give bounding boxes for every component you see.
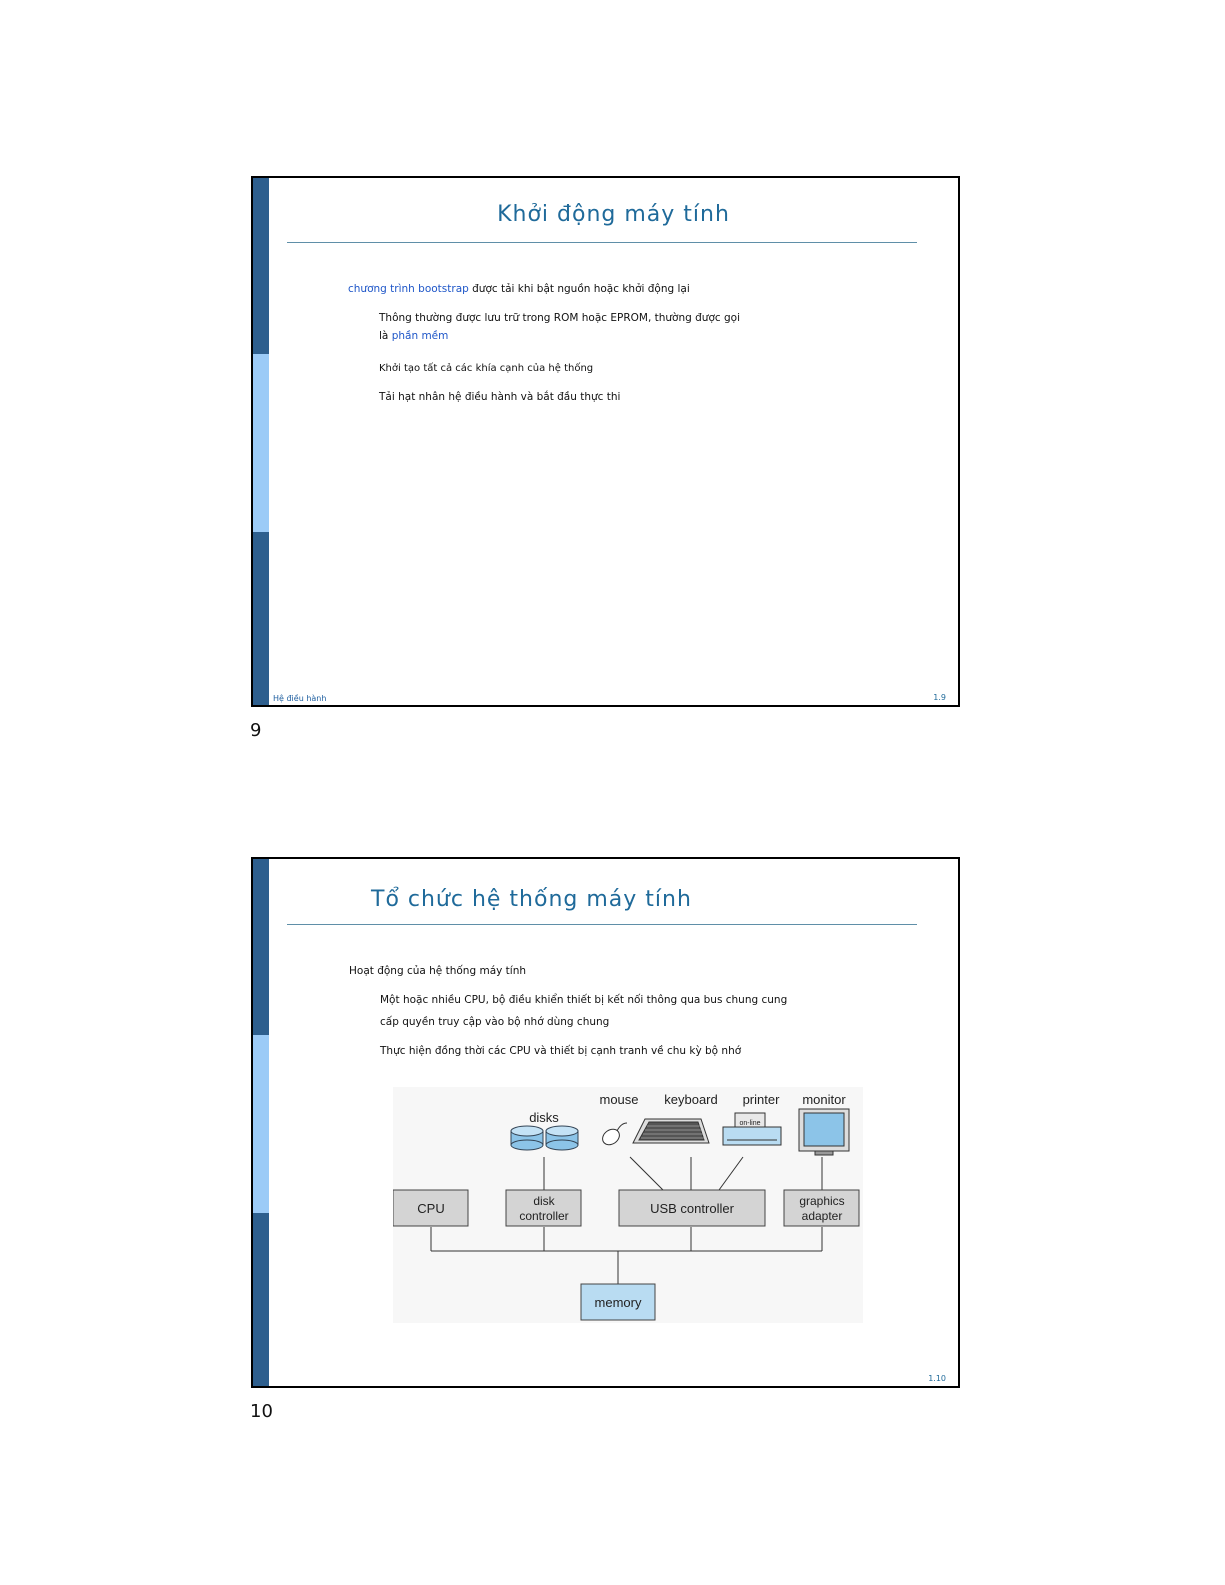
sub-bullet-init: Khởi tạo tất cả các khía cạnh của hệ thống	[379, 363, 594, 374]
printer-label: printer	[742, 1092, 780, 1107]
disks-label: disks	[529, 1110, 559, 1125]
svg-text:controller: controller	[519, 1209, 569, 1223]
sub-bullet-storage-line1: Thông thường được lưu trữ trong ROM hoặc EPROM, thường được gọi	[379, 312, 740, 324]
title-divider	[287, 242, 917, 243]
monitor-label: monitor	[802, 1092, 846, 1107]
sub-bullet-cpus-line1: Một hoặc nhiều CPU, bộ điều khiển thiết bị kết nối thông qua bus chung cung	[380, 994, 788, 1006]
mouse-label: mouse	[599, 1092, 639, 1107]
slide-to-chuc	[251, 857, 960, 1388]
sub-bullet-storage-line2: là phần mềm	[379, 330, 449, 342]
system-organization-diagram	[393, 1087, 863, 1323]
slide-sidebar	[253, 859, 269, 1386]
slide-footer-number: 1.9	[933, 693, 946, 702]
keyboard-label: keyboard	[664, 1092, 718, 1107]
page-number: 10	[250, 1401, 273, 1422]
memory-box	[581, 1284, 655, 1320]
svg-text:memory: memory	[594, 1295, 642, 1310]
sub-bullet-concurrent: Thực hiện đồng thời các CPU và thiết bị cạnh tranh về chu kỳ bộ nhớ	[380, 1045, 742, 1057]
usb-controller-box	[619, 1190, 765, 1226]
printer-status: on-line	[739, 1120, 761, 1127]
svg-text:disk: disk	[533, 1194, 555, 1208]
title-divider	[287, 924, 917, 925]
slide-title: Tổ chức hệ thống máy tính	[371, 887, 692, 912]
slide-title: Khởi động máy tính	[497, 202, 730, 227]
slide-khoi-dong	[251, 176, 960, 707]
slide-sidebar	[253, 178, 269, 705]
svg-text:CPU: CPU	[417, 1201, 445, 1216]
bootstrap-link: chương trình bootstrap	[348, 283, 469, 295]
sub-bullet-load-kernel: Tải hạt nhân hệ điều hành và bắt đầu thực thi	[379, 391, 621, 403]
firmware-link: phần mềm	[391, 330, 449, 342]
sub-bullet-cpus-line2: cấp quyền truy cập vào bộ nhớ dùng chung	[380, 1016, 610, 1028]
slide-footer-course: Hệ điều hành	[273, 694, 327, 703]
slide-footer-number: 1.10	[928, 1374, 946, 1383]
page-number: 9	[250, 720, 262, 741]
svg-text:adapter: adapter	[801, 1209, 843, 1223]
graphics-adapter-box	[784, 1190, 859, 1226]
bullet-operation: Hoạt động của hệ thống máy tính	[349, 965, 527, 977]
disk-controller-box	[506, 1190, 581, 1226]
keyboard-icon	[633, 1119, 709, 1143]
bullet-bootstrap: chương trình bootstrap được tải khi bật nguồn hoặc khởi động lại	[348, 283, 690, 295]
svg-text:USB controller: USB controller	[650, 1201, 734, 1216]
cpu-box	[393, 1190, 468, 1226]
svg-text:graphics: graphics	[799, 1194, 845, 1208]
monitor-icon	[799, 1109, 849, 1155]
